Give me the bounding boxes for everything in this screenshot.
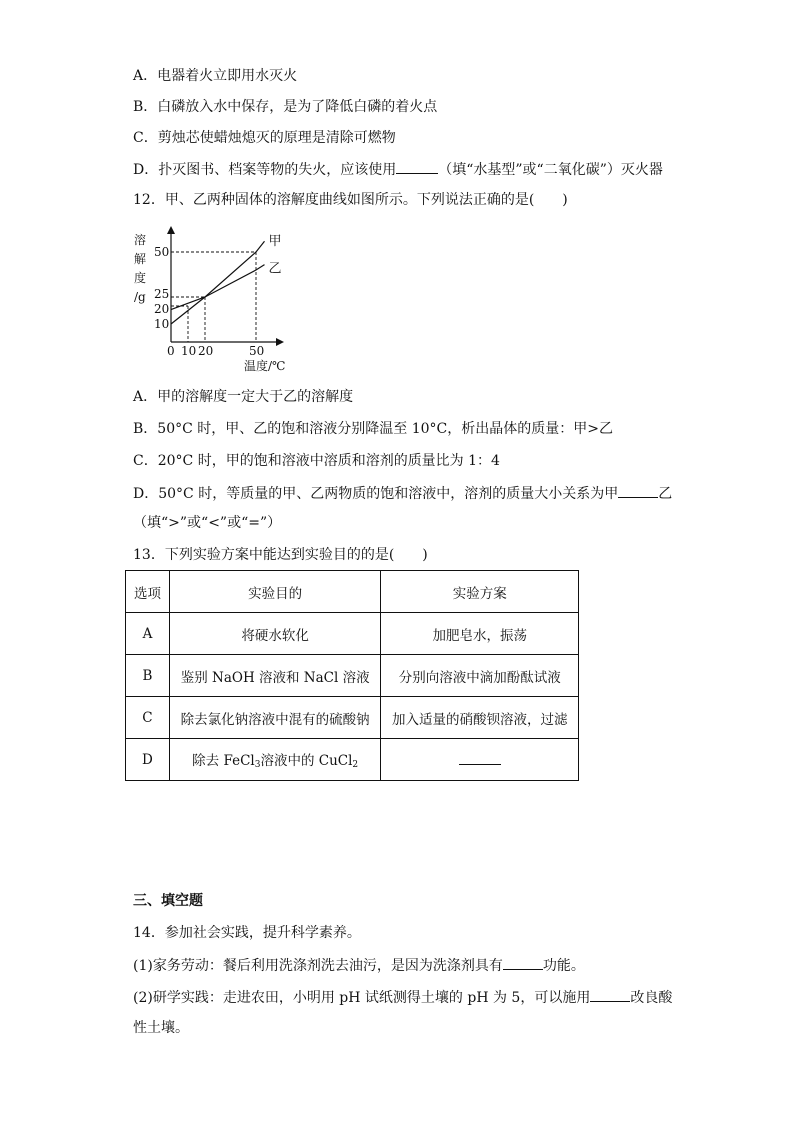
q12-option-b: B．50°C 时，甲、乙的饱和溶液分别降温至 10°C，析出晶体的质量：甲>乙 [133, 421, 613, 437]
series-label-0: 甲 [268, 234, 282, 250]
cell-option: C [126, 697, 170, 739]
cell-option: B [126, 655, 170, 697]
y-axis-label-char: /g [134, 290, 146, 304]
q14-part-2 [133, 987, 672, 1008]
q14-part-1-text: (1)家务劳动：餐后利用洗涤剂洗去油污，是因为洗涤剂具有 [133, 958, 503, 974]
subscript: 3 [254, 760, 261, 770]
q12-option-d-text: D．50°C 时，等质量的甲、乙两物质的饱和溶液中，溶剂的质量大小关系为甲 [133, 486, 619, 502]
cell-purpose [169, 739, 381, 781]
answer-blank[interactable] [459, 750, 501, 765]
q14-part-2-suffix: 改良酸 [630, 990, 673, 1006]
y-tick-label: 25 [154, 287, 170, 301]
table-row [126, 655, 579, 697]
q11-option-d-text: D．扑灭图书、档案等物的失火，应该使用 [133, 162, 397, 178]
table-row [126, 613, 579, 655]
y-axis-arrow [167, 226, 175, 234]
subscript: 2 [352, 760, 359, 770]
y-tick-label: 50 [154, 245, 170, 259]
q14-part-2-cont: 性土壤。 [133, 1020, 189, 1036]
y-axis-label-char: 解 [134, 252, 147, 266]
q11-option-b: B．白磷放入水中保存，是为了降低白磷的着火点 [133, 99, 438, 115]
q14-stem: 14．参加社会实践，提升科学素养。 [133, 925, 361, 941]
cell-purpose: 将硬水软化 [169, 613, 381, 655]
purpose-text-2: 溶液中的 CuCl [260, 753, 353, 769]
purpose-text-1: 除去 FeCl [192, 753, 255, 769]
q11-option-c: C．剪烛芯使蜡烛熄灭的原理是清除可燃物 [133, 130, 396, 146]
series-line-0 [171, 241, 265, 324]
x-tick-label: 20 [198, 344, 214, 358]
q12-option-a: A．甲的溶解度一定大于乙的溶解度 [133, 389, 354, 405]
cell-plan: 分别向溶液中滴加酚酞试液 [381, 655, 579, 697]
table-header-row [126, 571, 579, 613]
series-line-1 [171, 265, 265, 310]
answer-blank[interactable] [618, 483, 658, 498]
x-axis-label: 温度/℃ [244, 359, 286, 372]
answer-blank[interactable] [590, 987, 630, 1002]
q11-option-d [133, 159, 663, 180]
q12-option-d-note: （填“>”或“<”或“=”） [133, 515, 282, 531]
cell-plan [381, 739, 579, 781]
cell-plan: 加肥皂水，振荡 [381, 613, 579, 655]
cell-plan: 加入适量的硝酸钡溶液，过滤 [381, 697, 579, 739]
q11-option-a: A．电器着火立即用水灭火 [133, 68, 298, 84]
q13-stem: 13．下列实验方案中能达到实验目的的是( ) [133, 547, 428, 563]
cell-option: D [126, 739, 170, 781]
x-tick-label: 10 [181, 344, 197, 358]
cell-option: A [126, 613, 170, 655]
solubility-chart [126, 222, 306, 372]
table-row [126, 697, 579, 739]
answer-blank[interactable] [396, 159, 438, 174]
q14-part-2-text: (2)研学实践：走进农田，小明用 pH 试纸测得土壤的 pH 为 5，可以施用 [133, 990, 591, 1006]
y-tick-label: 20 [154, 302, 170, 316]
y-tick-label: 10 [154, 317, 170, 331]
y-axis-label-char: 度 [134, 271, 147, 285]
cell-purpose: 鉴别 NaOH 溶液和 NaCl 溶液 [169, 655, 381, 697]
q11-option-d-suffix: （填“水基型”或“二氧化碳”）灭火器 [438, 162, 663, 178]
header-purpose: 实验目的 [169, 571, 381, 613]
cell-purpose: 除去氯化钠溶液中混有的硫酸钠 [169, 697, 381, 739]
x-axis-arrow [276, 338, 284, 346]
section-heading: 三、填空题 [133, 893, 203, 909]
x-tick-label: 50 [249, 344, 265, 358]
q12-option-d-suffix: 乙 [658, 486, 673, 502]
answer-blank[interactable] [503, 955, 543, 970]
q12-option-d [133, 483, 672, 504]
header-option: 选项 [126, 571, 170, 613]
header-plan: 实验方案 [381, 571, 579, 613]
y-axis-label-char: 溶 [134, 233, 147, 247]
q12-stem: 12．甲、乙两种固体的溶解度曲线如图所示。下列说法正确的是( ) [133, 192, 568, 208]
series-label-1: 乙 [268, 261, 282, 277]
q14-part-1-suffix: 功能。 [542, 958, 585, 974]
experiment-table [125, 570, 579, 781]
q12-option-c: C．20°C 时，甲的饱和溶液中溶质和溶剂的质量比为 1：4 [133, 453, 500, 469]
q14-part-1 [133, 955, 585, 976]
x-tick-label: 0 [167, 344, 175, 358]
table-row [126, 739, 579, 781]
